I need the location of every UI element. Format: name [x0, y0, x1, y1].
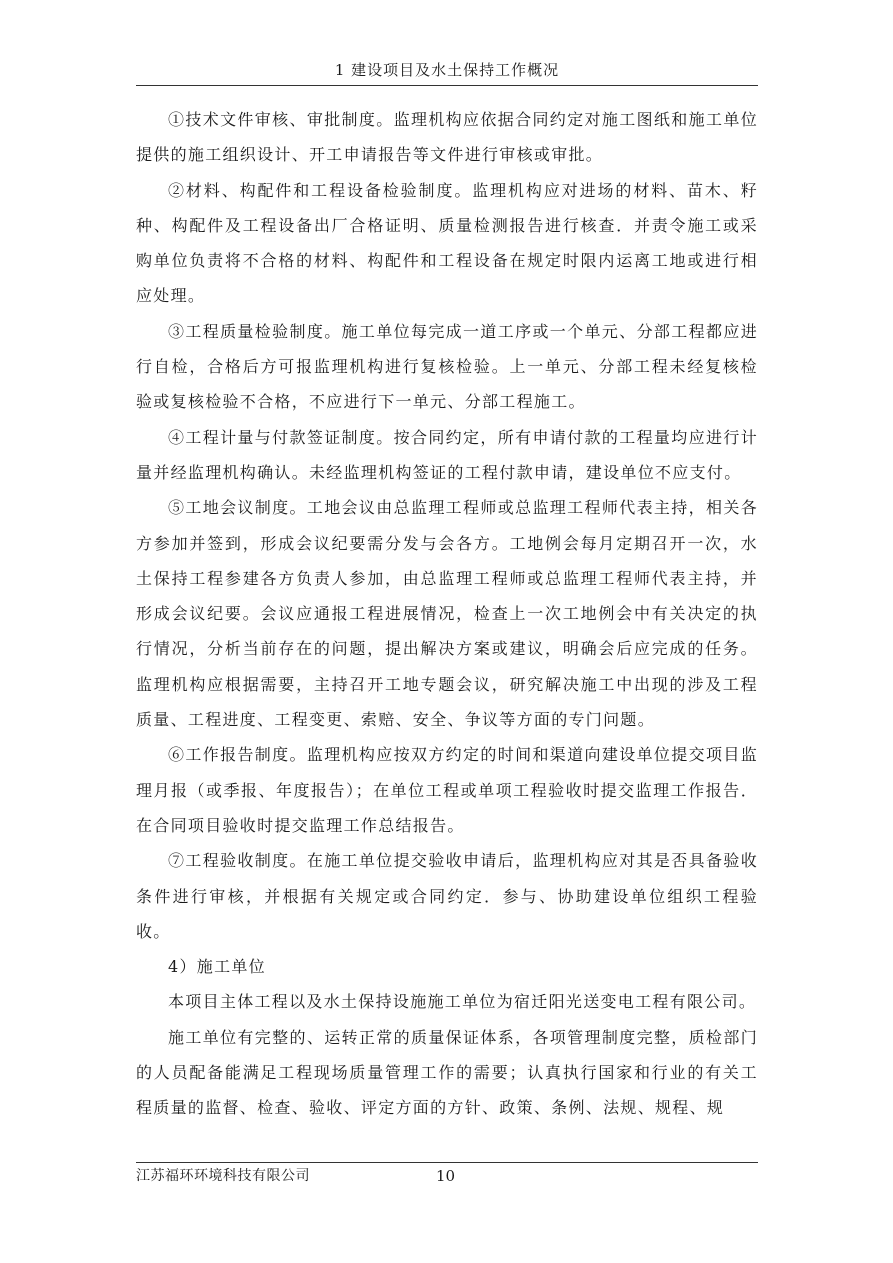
paragraph-acceptance: ⑦工程验收制度。在施工单位提交验收申请后，监理机构应对其是否具备验收条件进行审核，并根据有关规定或合同约定．参与、协助建设单位组织工程验收。 — [136, 851, 758, 941]
section-heading-construction-unit: 4）施工单位 — [168, 957, 266, 977]
paragraph-quality-inspection: ③工程质量检验制度。施工单位每完成一道工序或一个单元、分部工程都应进行自检，合格后方可报监理机构进行复核检验。上一单元、分部工程未经复核检验或复核检验不合格，不应进行下一单元、分部工程施工。 — [136, 321, 758, 412]
footer-divider — [136, 1162, 758, 1163]
header-divider — [136, 85, 758, 86]
paragraph-site-meeting: ⑤工地会议制度。工地会议由总监理工程师或总监理工程师代表主持，相关各方参加并签到，形成会议纪要需分发与会各方。工地例会每月定期召开一次，水土保持工程参建各方负责人参加，由总监理工程师或总监理工程师代表主持，并形成会议纪要。会议应通报工程进展情况，检查上一次工地例会中有关决定的执行情况，分析当前存在的问题，提出解决方案或建议，明确会后应完成的任务。监理机构应根据需要，主持召开工地专题会议，研究解决施工中出现的涉及工程质量、工程进度、工程变更、索赔、安全、争议等方面的专门问题。 — [136, 498, 758, 730]
paragraph-construction-unit: 本项目主体工程以及水土保持设施施工单位为宿迁阳光送变电工程有限公司。 — [168, 992, 757, 1012]
body-text — [136, 102, 758, 1126]
footer-company: 江苏福环环境科技有限公司 — [136, 1168, 310, 1184]
paragraph-work-report: ⑥工作报告制度。监理机构应按双方约定的时间和渠道向建设单位提交项目监理月报（或季报、年度报告）；在单位工程或单项工程验收时提交监理工作报告．在合同项目验收时提交监理工作总结报告。 — [136, 745, 758, 835]
paragraph-payment-certification: ④工程计量与付款签证制度。按合同约定，所有申请付款的工程量均应进行计量并经监理机构确认。未经监理机构签证的工程付款申请，建设单位不应支付。 — [136, 427, 758, 482]
paragraph-technical-review: ①技术文件审核、审批制度。监理机构应依据合同约定对施工图纸和施工单位提供的施工组织设计、开工申请报告等文件进行审核或审批。 — [136, 110, 758, 165]
paragraph-quality-system: 施工单位有完整的、运转正常的质量保证体系，各项管理制度完整，质检部门的人员配备能满足工程现场质量管理工作的需要；认真执行国家和行业的有关工程质量的监督、检查、验收、评定方面的方针、政策、条例、法规、规程、规 — [136, 1027, 758, 1118]
page-number: 10 — [436, 1167, 456, 1185]
page-header-title: 1 建设项目及水土保持工作概况 — [334, 61, 560, 79]
paragraph-material-inspection: ②材料、构配件和工程设备检验制度。监理机构应对进场的材料、苗木、籽种、构配件及工程设备出厂合格证明、质量检测报告进行核查．并责令施工或采购单位负责将不合格的材料、构配件和工程设备在规定时限内运离工地或进行相应处理。 — [136, 180, 758, 306]
